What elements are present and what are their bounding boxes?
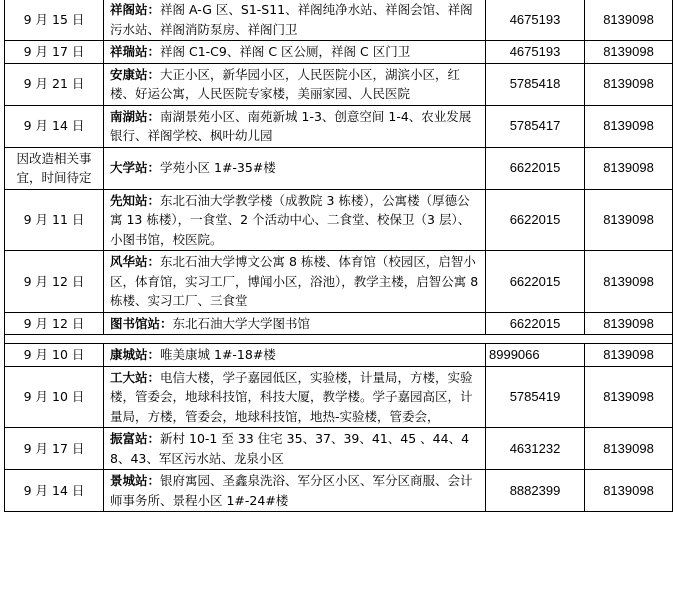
row-gap: [5, 335, 673, 344]
phone-cell-2: 8139098: [585, 312, 673, 335]
table-row: [5, 428, 673, 470]
station-areas: 南湖景苑小区、南苑新城 1-3、创意空间 1-4、农业发展银行、祥阁学校、枫叶幼儿园: [110, 108, 472, 143]
table-row: [5, 344, 673, 367]
table-row: [5, 366, 673, 428]
phone-cell-2: 8139098: [585, 470, 673, 512]
table-row: [5, 63, 673, 105]
station-name: 祥阁站：: [110, 2, 161, 17]
area-cell: [104, 428, 486, 470]
date-cell: 9 月 21 日: [5, 63, 104, 105]
phone-cell-2: 8139098: [585, 189, 673, 251]
phone-cell-2: 8139098: [585, 0, 673, 41]
station-areas: 新村 10-1 至 33 住宅 35、37、39、41、45 、44、48、43、军区污水站、龙泉小区: [110, 431, 470, 466]
date-cell: 9 月 14 日: [5, 470, 104, 512]
phone-cell-2: 8139098: [585, 428, 673, 470]
phone-cell-2: 8139098: [585, 366, 673, 428]
phone-cell-2: 8139098: [585, 147, 673, 189]
phone-cell: 6622015: [486, 147, 585, 189]
phone-cell: 5785417: [486, 105, 585, 147]
date-cell: 9 月 11 日: [5, 189, 104, 251]
phone-cell: 6622015: [486, 312, 585, 335]
table-row: [5, 147, 673, 189]
station-areas: 东北石油大学博文公寓 8 栋楼、体育馆（校园区，启智小区，体育馆，实习工厂，博闻小区，浴池），教学主楼，启智公寓 8 栋楼、实习工厂、三食堂: [110, 254, 479, 308]
station-areas: 大正小区，新华园小区，人民医院小区，湖滨小区，红楼、好运公寓，人民医院专家楼，美丽家园、人民医院: [110, 66, 461, 101]
maintenance-schedule-table: [4, 0, 673, 512]
phone-cell-2: 8139098: [585, 105, 673, 147]
station-areas: 祥阁 A-G 区、S1-S11、祥阁纯净水站、祥阁会馆、祥阁污水站、祥阁消防泵房、祥阁门卫: [110, 2, 473, 37]
table-row: [5, 470, 673, 512]
station-areas: 电信大楼，学子嘉园低区，实验楼，计量局，方楼，实验楼，管委会，地球科技馆，科技大厦，教学楼。学子嘉园高区，计量局，方楼，管委会，地球科技馆，地热-实验楼，管委会，: [110, 369, 473, 424]
phone-cell: 8882399: [486, 470, 585, 512]
station-areas: 唯美康城 1#-18#楼: [160, 347, 276, 362]
date-cell: 9 月 17 日: [5, 428, 104, 470]
phone-cell: 5785418: [486, 63, 585, 105]
phone-cell-2: 8139098: [585, 41, 673, 64]
phone-cell: 5785419: [486, 366, 585, 428]
station-name: 先知站：: [110, 192, 161, 208]
area-cell: [104, 63, 486, 105]
phone-cell: 4631232: [486, 428, 585, 470]
station-name: 工大站：: [110, 369, 161, 385]
station-name: 景城站：: [110, 473, 161, 488]
date-cell: 9 月 10 日: [5, 366, 104, 428]
phone-cell: 4675193: [486, 41, 585, 64]
phone-cell-2: 8139098: [585, 63, 673, 105]
station-name: 祥瑞站：: [110, 44, 161, 59]
area-cell: [104, 147, 486, 189]
area-cell: [104, 344, 486, 367]
station-areas: 东北石油大学大学图书馆: [172, 315, 311, 331]
station-areas: 东北石油大学教学楼（成教院 3 栋楼），公寓楼（厚德公寓 13 栋楼），一食堂、2 个活动中心、二食堂、校保卫（3 层）、小图书馆，校医院。: [110, 192, 471, 247]
station-name: 安康站：: [110, 66, 161, 82]
area-cell: [104, 470, 486, 512]
date-cell: 9 月 14 日: [5, 105, 104, 147]
area-cell: [104, 312, 486, 335]
date-cell: 9 月 15 日: [5, 0, 104, 41]
table-row: [5, 189, 673, 251]
phone-cell-2: 8139098: [585, 251, 673, 313]
station-name: 康城站：: [110, 347, 161, 362]
phone-cell: 6622015: [486, 189, 585, 251]
station-name: 振富站：: [110, 431, 161, 446]
area-cell: [104, 41, 486, 64]
table-row: [5, 251, 673, 313]
station-areas: 祥阁 C1-C9、祥阁 C 区公厕，祥阁 C 区门卫: [160, 44, 411, 59]
phone-cell: 8999066: [486, 344, 585, 367]
area-cell: [104, 251, 486, 313]
area-cell: [104, 0, 486, 41]
area-cell: [104, 189, 486, 251]
area-cell: [104, 366, 486, 428]
date-cell: 9 月 12 日: [5, 312, 104, 335]
station-name: 图书馆站：: [110, 315, 173, 331]
table-row: [5, 105, 673, 147]
phone-cell-2: 8139098: [585, 344, 673, 367]
date-cell: 因改造相关事宜，时间待定: [5, 147, 104, 189]
station-areas: 银府寓园、圣鑫泉洗浴、军分区小区、军分区商服、会计师事务所、景程小区 1#-24#楼: [110, 473, 473, 508]
table-row: [5, 41, 673, 64]
station-name: 风华站：: [110, 254, 161, 269]
phone-cell: 6622015: [486, 251, 585, 313]
station-name: 大学站：: [110, 160, 161, 176]
table-row: [5, 0, 673, 41]
station-name: 南湖站：: [110, 108, 161, 124]
date-cell: 9 月 10 日: [5, 344, 104, 367]
area-cell: [104, 105, 486, 147]
table-row: [5, 312, 673, 335]
date-cell: 9 月 17 日: [5, 41, 104, 64]
date-cell: 9 月 12 日: [5, 251, 104, 313]
phone-cell: 4675193: [486, 0, 585, 41]
station-areas: 学苑小区 1#-35#楼: [160, 160, 276, 176]
